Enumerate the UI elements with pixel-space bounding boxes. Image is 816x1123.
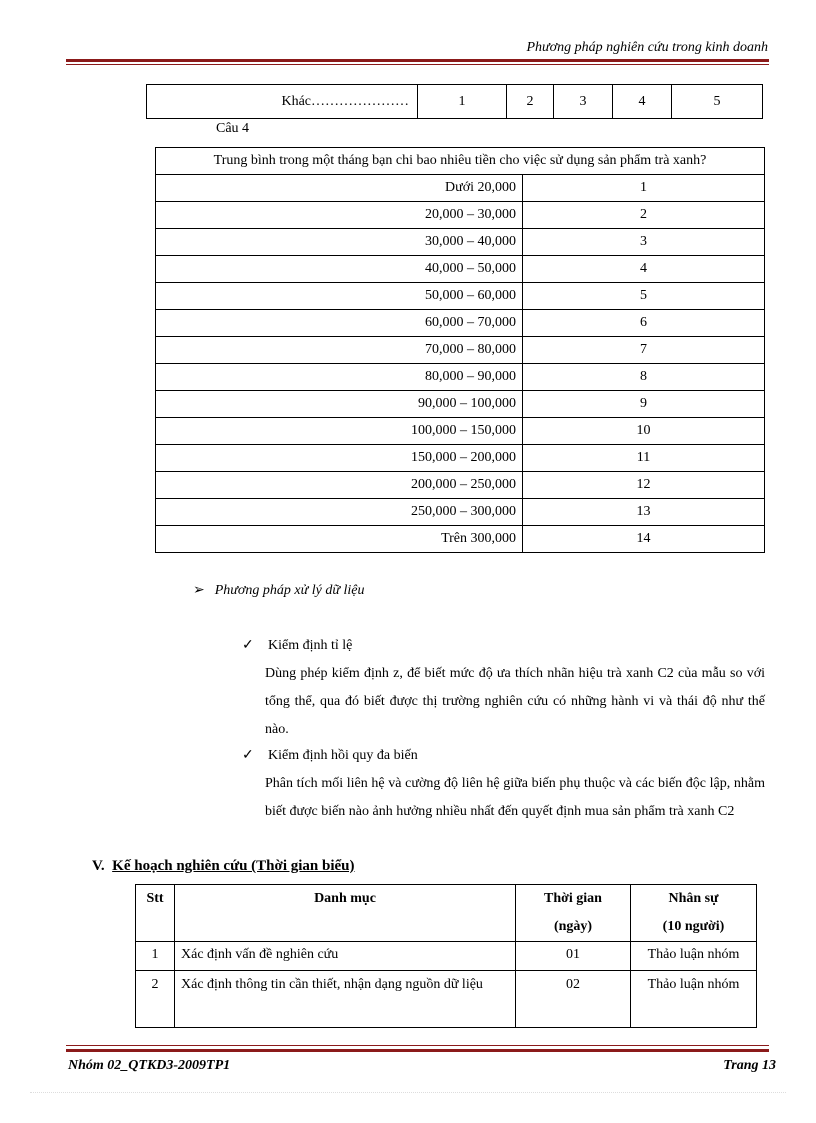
row-item: Xác định vấn đề nghiên cứu bbox=[175, 942, 516, 971]
footer-rule bbox=[66, 1049, 769, 1052]
checklist-item bbox=[242, 747, 418, 764]
table-row bbox=[156, 418, 765, 445]
row-staff: Thảo luận nhóm bbox=[631, 942, 757, 971]
row-stt: 2 bbox=[136, 971, 175, 1028]
row-item: Xác định thông tin cần thiết, nhận dạng nguồn dữ liệu bbox=[175, 971, 516, 1028]
range-cell: 20,000 – 30,000 bbox=[156, 202, 523, 229]
method-heading bbox=[193, 582, 364, 599]
row-staff: Thảo luận nhóm bbox=[631, 971, 757, 1028]
footer-rule-thin bbox=[66, 1045, 769, 1046]
table-row bbox=[156, 391, 765, 418]
table-row bbox=[156, 499, 765, 526]
scale-cell: 2 bbox=[507, 85, 554, 119]
scale-cell: 3 bbox=[554, 85, 613, 119]
code-cell: 5 bbox=[523, 283, 765, 310]
table-row bbox=[156, 283, 765, 310]
range-cell: 100,000 – 150,000 bbox=[156, 418, 523, 445]
header-rule bbox=[66, 59, 769, 62]
table-row bbox=[156, 148, 765, 175]
scale-cell: 1 bbox=[418, 85, 507, 119]
range-cell: 70,000 – 80,000 bbox=[156, 337, 523, 364]
header-stt: Stt bbox=[136, 885, 175, 942]
code-cell: 3 bbox=[523, 229, 765, 256]
range-cell: 60,000 – 70,000 bbox=[156, 310, 523, 337]
table-row bbox=[156, 526, 765, 553]
table-row bbox=[156, 445, 765, 472]
plan-table bbox=[135, 884, 757, 1028]
scale-cell: 5 bbox=[672, 85, 763, 119]
scale-cell: 4 bbox=[613, 85, 672, 119]
code-cell: 7 bbox=[523, 337, 765, 364]
code-cell: 2 bbox=[523, 202, 765, 229]
checkmark-icon: ✓ bbox=[242, 638, 254, 653]
header-time-line1: Thời gian bbox=[544, 891, 602, 906]
range-cell: 200,000 – 250,000 bbox=[156, 472, 523, 499]
section-title: Kế hoạch nghiên cứu (Thời gian biểu) bbox=[112, 858, 355, 874]
range-cell: Dưới 20,000 bbox=[156, 175, 523, 202]
checklist-item bbox=[242, 637, 352, 654]
code-cell: 9 bbox=[523, 391, 765, 418]
range-cell: 150,000 – 200,000 bbox=[156, 445, 523, 472]
code-cell: 10 bbox=[523, 418, 765, 445]
table-row bbox=[136, 971, 757, 1028]
row-days: 01 bbox=[516, 942, 631, 971]
table-header-row bbox=[136, 885, 757, 942]
header-staff-line2: (10 người) bbox=[662, 919, 725, 934]
code-cell: 6 bbox=[523, 310, 765, 337]
table-row bbox=[136, 942, 757, 971]
footer-group: Nhóm 02_QTKD3-2009TP1 bbox=[68, 1058, 231, 1073]
range-cell: 30,000 – 40,000 bbox=[156, 229, 523, 256]
range-cell: 40,000 – 50,000 bbox=[156, 256, 523, 283]
page-edge bbox=[30, 1092, 786, 1093]
table-row bbox=[156, 229, 765, 256]
code-cell: 12 bbox=[523, 472, 765, 499]
header-time-line2: (ngày) bbox=[553, 919, 593, 934]
header-time bbox=[516, 885, 631, 942]
range-cell: 90,000 – 100,000 bbox=[156, 391, 523, 418]
code-cell: 14 bbox=[523, 526, 765, 553]
table-row bbox=[156, 364, 765, 391]
table-row bbox=[156, 310, 765, 337]
header-staff bbox=[631, 885, 757, 942]
table-row bbox=[156, 175, 765, 202]
header-staff-line1: Nhân sự bbox=[668, 891, 719, 906]
range-cell: 250,000 – 300,000 bbox=[156, 499, 523, 526]
table-row bbox=[156, 472, 765, 499]
code-cell: 1 bbox=[523, 175, 765, 202]
checkmark-icon: ✓ bbox=[242, 748, 254, 763]
other-option-table bbox=[146, 84, 763, 119]
header-title: Phương pháp nghiên cứu trong kinh doanh bbox=[526, 40, 768, 55]
other-label: Khác………………… bbox=[147, 85, 418, 119]
range-cell: 50,000 – 60,000 bbox=[156, 283, 523, 310]
range-cell: 80,000 – 90,000 bbox=[156, 364, 523, 391]
table-row bbox=[156, 256, 765, 283]
code-cell: 11 bbox=[523, 445, 765, 472]
checklist-title: Kiểm định tỉ lệ bbox=[268, 638, 353, 653]
row-days: 02 bbox=[516, 971, 631, 1028]
header-item: Danh mục bbox=[175, 885, 516, 942]
section-number: V. bbox=[92, 858, 105, 874]
question-number: Câu 4 bbox=[216, 121, 250, 136]
section-heading bbox=[92, 858, 355, 875]
checklist-text: Phân tích mối liên hệ và cường độ liên hệ giữa biến phụ thuộc và các biến độc lập, nhằm biết được biến nào ảnh hưởng nhiều nhất đến quyết định mua sản phẩm trà xanh C2 bbox=[265, 776, 765, 819]
table-row bbox=[156, 202, 765, 229]
code-cell: 4 bbox=[523, 256, 765, 283]
spending-table bbox=[155, 147, 765, 553]
range-cell: Trên 300,000 bbox=[156, 526, 523, 553]
table-row bbox=[147, 85, 763, 119]
code-cell: 8 bbox=[523, 364, 765, 391]
arrow-bullet-icon: ➢ bbox=[193, 583, 205, 598]
table-row bbox=[156, 337, 765, 364]
code-cell: 13 bbox=[523, 499, 765, 526]
method-title: Phương pháp xử lý dữ liệu bbox=[214, 583, 365, 598]
footer-page-number: Trang 13 bbox=[723, 1058, 776, 1073]
row-stt: 1 bbox=[136, 942, 175, 971]
checklist-text: Dùng phép kiểm định z, để biết mức độ ưa thích nhãn hiệu trà xanh C2 của mẫu so với tổng thể, qua đó biết được thị trường nghiên cứu có những hành vi và thái độ như thế nào. bbox=[265, 666, 765, 737]
question-text: Trung bình trong một tháng bạn chi bao nhiêu tiền cho việc sử dụng sản phẩm trà xanh? bbox=[156, 148, 765, 175]
header-rule-thin bbox=[66, 64, 769, 65]
checklist-title: Kiểm định hồi quy đa biến bbox=[268, 748, 418, 763]
